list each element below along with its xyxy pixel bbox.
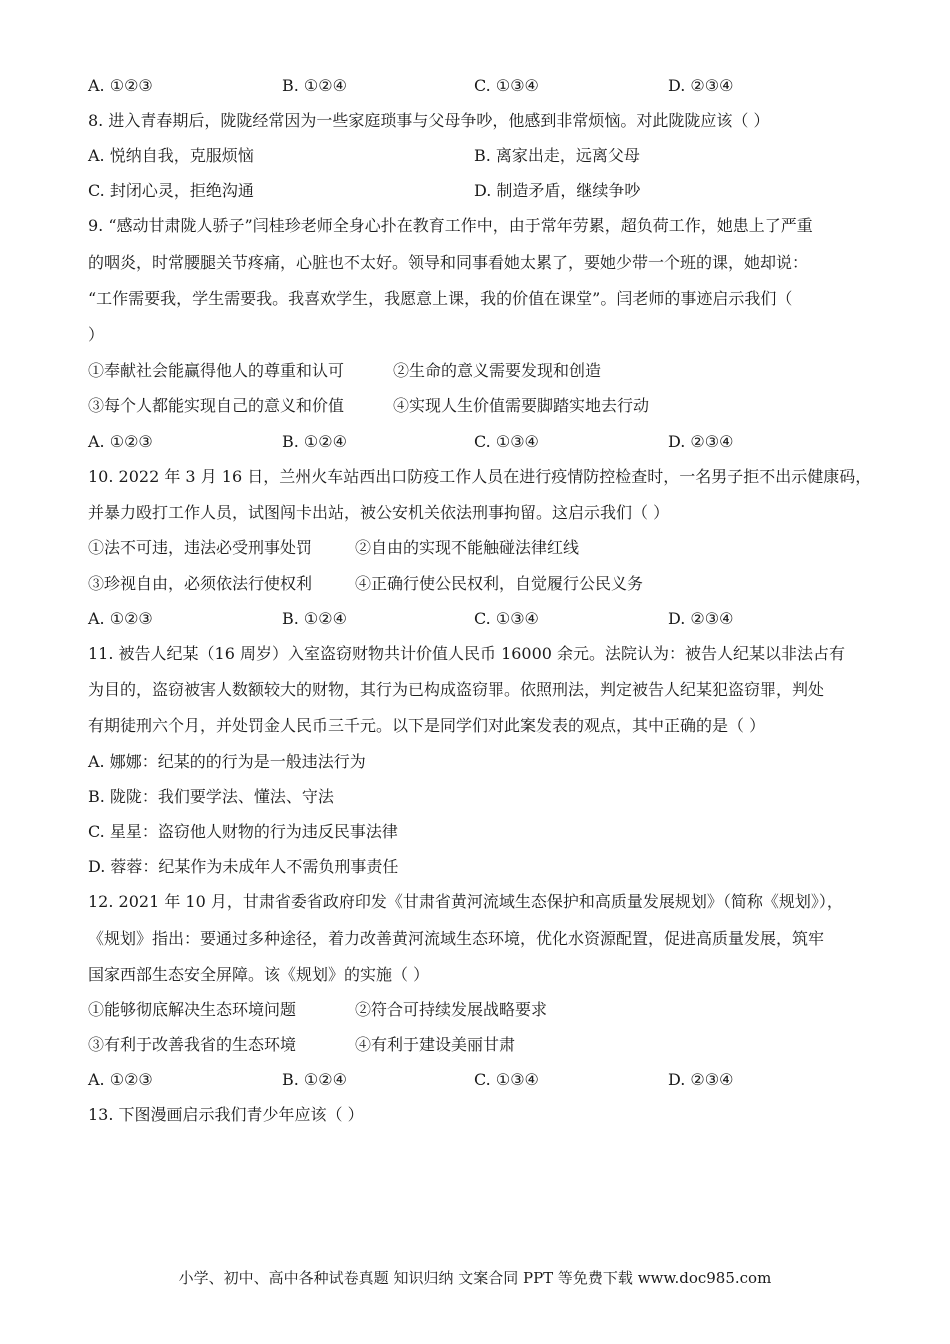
q11-option-c: C. 星星：盗窃他人财物的行为违反民事法律 — [88, 822, 398, 841]
q9-option-c: C. ①③④ — [474, 432, 539, 451]
q11-stem-line: 有期徒刑六个月，并处罚金人民币三千元。以下是同学们对此案发表的观点，其中正确的是（ ） — [88, 716, 766, 735]
page-footer: 小学、初中、高中各种试卷真题 知识归纳 文案合同 PPT 等免费下载 www.doc985.com — [178, 1269, 772, 1287]
q10-stem-line: 并暴力殴打工作人员，试图闯卡出站，被公安机关依法刑事拘留。这启示我们（ ） — [88, 503, 670, 522]
q12-option-b: B. ①②④ — [282, 1070, 347, 1089]
q9-stem-line: ） — [88, 325, 105, 344]
q11-stem-line: 为目的，盗窃被害人数额较大的财物，其行为已构成盗窃罪。依照刑法，判定被告人纪某犯盗窃罪，判处 — [88, 680, 825, 699]
q10-option-d: D. ②③④ — [668, 609, 734, 628]
q9-statement-2: ②生命的意义需要发现和创造 — [393, 361, 602, 380]
q8-option-a: A. 悦纳自我，克服烦恼 — [88, 146, 254, 165]
q12-statement-1: ①能够彻底解决生态环境问题 — [88, 1000, 297, 1019]
q9-statement-3: ③每个人都能实现自己的意义和价值 — [88, 396, 345, 415]
q9-option-b: B. ①②④ — [282, 432, 347, 451]
q10-option-a: A. ①②③ — [88, 609, 153, 628]
q8-option-c: C. 封闭心灵，拒绝沟通 — [88, 181, 254, 200]
q7-option-c: C. ①③④ — [474, 76, 539, 95]
q8-stem: 8. 进入青春期后，陇陇经常因为一些家庭琐事与父母争吵，他感到非常烦恼。对此陇陇应该（ ） — [88, 111, 770, 130]
q11-option-d: D. 蓉蓉：纪某作为未成年人不需负刑事责任 — [88, 857, 399, 876]
q9-option-d: D. ②③④ — [668, 432, 734, 451]
q9-stem-line: 的咽炎，时常腰腿关节疼痛，心脏也不太好。领导和同事看她太累了，要她少带一个班的课，她却说： — [88, 253, 809, 272]
q12-stem-line: 国家西部生态安全屏障。该《规划》的实施（ ） — [88, 965, 430, 984]
q9-option-a: A. ①②③ — [88, 432, 153, 451]
q12-stem-line: 《规划》指出：要通过多种途径，着力改善黄河流域生态环境，优化水资源配置，促进高质量发展，筑牢 — [88, 929, 825, 948]
q12-statement-4: ④有利于建设美丽甘肃 — [355, 1035, 516, 1054]
q7-option-d: D. ②③④ — [668, 76, 734, 95]
q12-statement-3: ③有利于改善我省的生态环境 — [88, 1035, 297, 1054]
q9-statement-1: ①奉献社会能赢得他人的尊重和认可 — [88, 361, 345, 380]
q8-option-b: B. 离家出走，远离父母 — [474, 146, 640, 165]
q13-stem: 13. 下图漫画启示我们青少年应该（ ） — [88, 1105, 364, 1124]
q10-statement-3: ③珍视自由，必须依法行使权利 — [88, 574, 313, 593]
q10-option-b: B. ①②④ — [282, 609, 347, 628]
q10-statement-4: ④正确行使公民权利，自觉履行公民义务 — [355, 574, 644, 593]
q11-option-b: B. 陇陇：我们要学法、懂法、守法 — [88, 787, 334, 806]
q9-statement-4: ④实现人生价值需要脚踏实地去行动 — [393, 396, 650, 415]
q12-option-d: D. ②③④ — [668, 1070, 734, 1089]
q9-stem-line: 9. “感动甘肃陇人骄子”闫桂珍老师全身心扑在教育工作中，由于常年劳累，超负荷工作，她患上了严重 — [88, 216, 813, 235]
q11-option-a: A. 娜娜：纪某的的行为是一般违法行为 — [88, 752, 366, 771]
q12-statement-2: ②符合可持续发展战略要求 — [355, 1000, 548, 1019]
q7-option-a: A. ①②③ — [88, 76, 153, 95]
q10-option-c: C. ①③④ — [474, 609, 539, 628]
q10-statement-1: ①法不可违，违法必受刑事处罚 — [88, 538, 313, 557]
q12-option-c: C. ①③④ — [474, 1070, 539, 1089]
q8-option-d: D. 制造矛盾，继续争吵 — [474, 181, 641, 200]
q12-option-a: A. ①②③ — [88, 1070, 153, 1089]
q9-stem-line: “工作需要我，学生需要我。我喜欢学生，我愿意上课，我的价值在课堂”。闫老师的事迹启示我们（ — [88, 289, 793, 308]
q7-option-b: B. ①②④ — [282, 76, 347, 95]
q12-stem-line: 12. 2021 年 10 月，甘肃省委省政府印发《甘肃省黄河流域生态保护和高质量发展规划》（简称《规划》）， — [88, 892, 843, 911]
q10-stem-line: 10. 2022 年 3 月 16 日，兰州火车站西出口防疫工作人员在进行疫情防控检查时，一名男子拒不出示健康码， — [88, 467, 872, 486]
q11-stem-line: 11. 被告人纪某（16 周岁）入室盗窃财物共计价值人民币 16000 余元。法院认为：被告人纪某以非法占有 — [88, 644, 846, 663]
q10-statement-2: ②自由的实现不能触碰法律红线 — [355, 538, 580, 557]
